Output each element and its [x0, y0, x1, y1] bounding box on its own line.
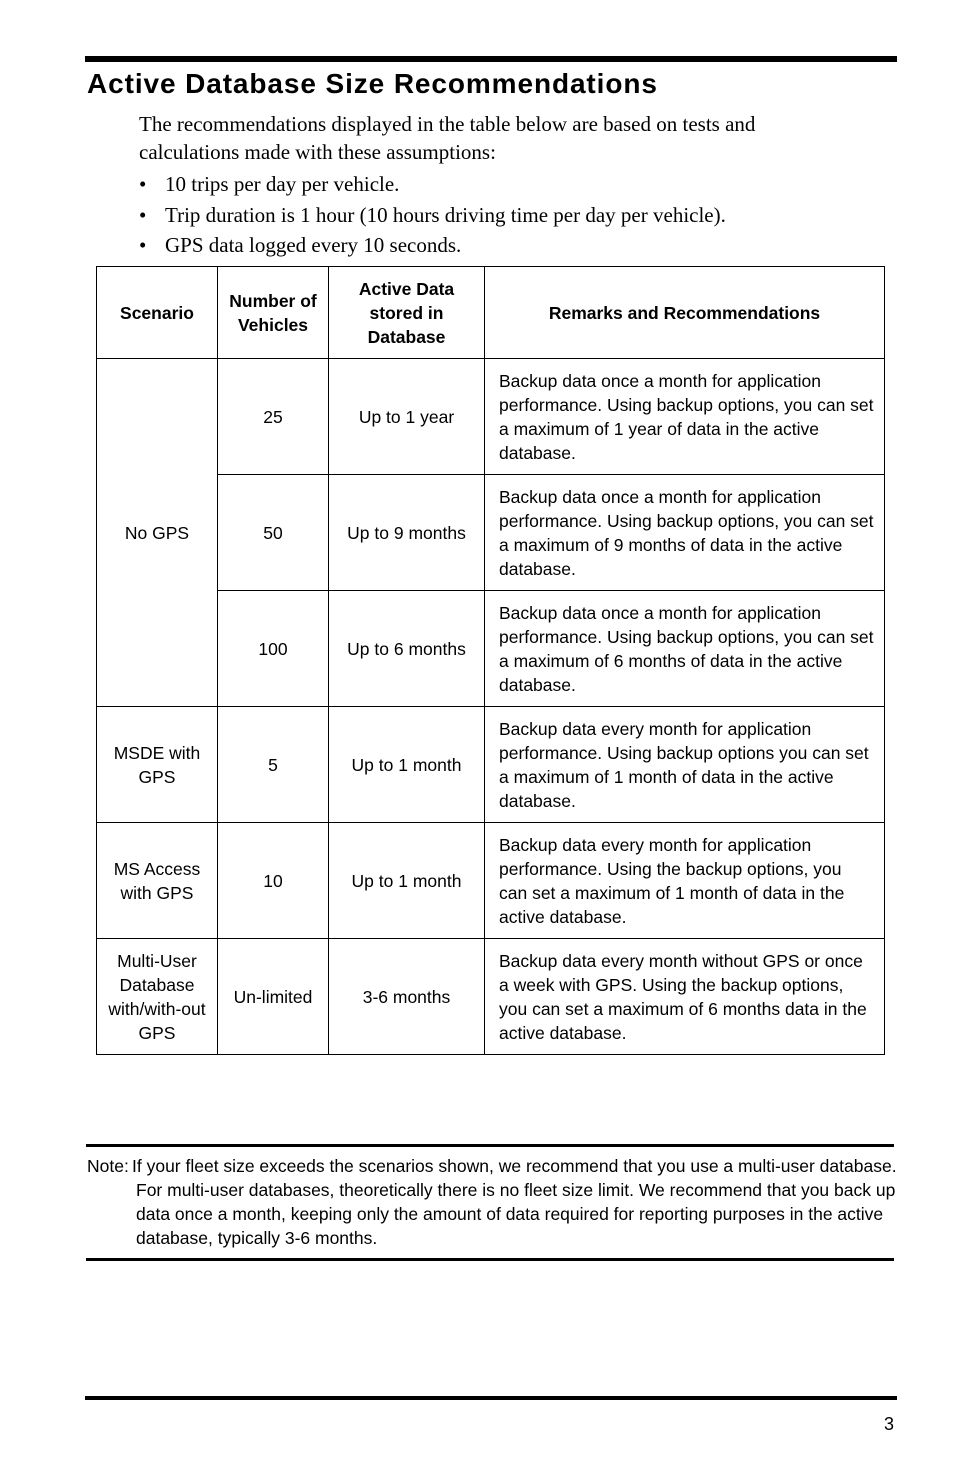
assumption-text: 10 trips per day per vehicle. [165, 172, 400, 196]
assumption-text: GPS data logged every 10 seconds. [165, 233, 462, 257]
table-row [97, 939, 885, 1055]
vehicles-cell: Un-limited [218, 939, 329, 1055]
note-bottom-rule [86, 1258, 894, 1261]
active-data-cell: Up to 1 year [329, 359, 485, 475]
header-scenario: Scenario [97, 267, 218, 359]
list-item [139, 169, 726, 200]
header-vehicles: Number of Vehicles [218, 267, 329, 359]
note-block [87, 1154, 897, 1250]
header-active-data: Active Data stored in Database [329, 267, 485, 359]
assumptions-list [139, 169, 726, 261]
remarks-cell: Backup data every month for application performance. Using the backup options, you can set a maximum of 1 month of data in the active database. [485, 823, 885, 939]
vehicles-cell: 25 [218, 359, 329, 475]
header-remarks: Remarks and Recommendations [485, 267, 885, 359]
scenario-cell: MSDE with GPS [97, 707, 218, 823]
note-text: If your fleet size exceeds the scenarios shown, we recommend that you use a multi-user database. For multi-user databases, theoretically there is no fleet size limit. We recommend that you back up data once a month, keeping only the amount of data required for reporting purposes in the active database, typically 3-6 months. [132, 1156, 897, 1248]
table-row [97, 707, 885, 823]
footer-rule [85, 1396, 897, 1400]
list-item [139, 200, 726, 231]
table-header-row [97, 267, 885, 359]
active-data-cell: Up to 1 month [329, 707, 485, 823]
scenario-cell: MS Access with GPS [97, 823, 218, 939]
intro-paragraph: The recommendations displayed in the table below are based on tests and calculations made with these assumptions: [139, 112, 756, 164]
note-label: Note: [87, 1156, 129, 1176]
vehicles-cell: 10 [218, 823, 329, 939]
bullet-icon: • [139, 202, 147, 227]
page-title: Active Database Size Recommendations [87, 68, 658, 99]
page-number: 3 [883, 1414, 894, 1434]
active-data-cell: Up to 9 months [329, 475, 485, 591]
assumption-text: Trip duration is 1 hour (10 hours driving time per day per vehicle). [165, 202, 726, 227]
active-data-cell: 3-6 months [329, 939, 485, 1055]
remarks-cell: Backup data every month for application performance. Using backup options you can set a maximum of 1 month of data in the active database. [485, 707, 885, 823]
header-rule [85, 56, 897, 62]
active-data-cell: Up to 1 month [329, 823, 485, 939]
vehicles-cell: 100 [218, 591, 329, 707]
vehicles-cell: 50 [218, 475, 329, 591]
note-top-rule [86, 1144, 894, 1147]
scenario-cell: No GPS [97, 359, 218, 707]
list-item [139, 230, 726, 261]
recommendations-table [96, 266, 885, 1055]
table-row [97, 359, 885, 475]
remarks-cell: Backup data once a month for application performance. Using backup options, you can set a maximum of 1 year of data in the active database. [485, 359, 885, 475]
vehicles-cell: 5 [218, 707, 329, 823]
scenario-cell: Multi-User Database with/with-out GPS [97, 939, 218, 1055]
remarks-cell: Backup data every month without GPS or once a week with GPS. Using the backup options, you can set a maximum of 6 months data in the active database. [485, 939, 885, 1055]
table-row [97, 823, 885, 939]
remarks-cell: Backup data once a month for application performance. Using backup options, you can set a maximum of 6 months of data in the active database. [485, 591, 885, 707]
bullet-icon: • [139, 233, 147, 257]
active-data-cell: Up to 6 months [329, 591, 485, 707]
remarks-cell: Backup data once a month for application performance. Using backup options, you can set a maximum of 9 months of data in the active database. [485, 475, 885, 591]
bullet-icon: • [139, 172, 147, 196]
